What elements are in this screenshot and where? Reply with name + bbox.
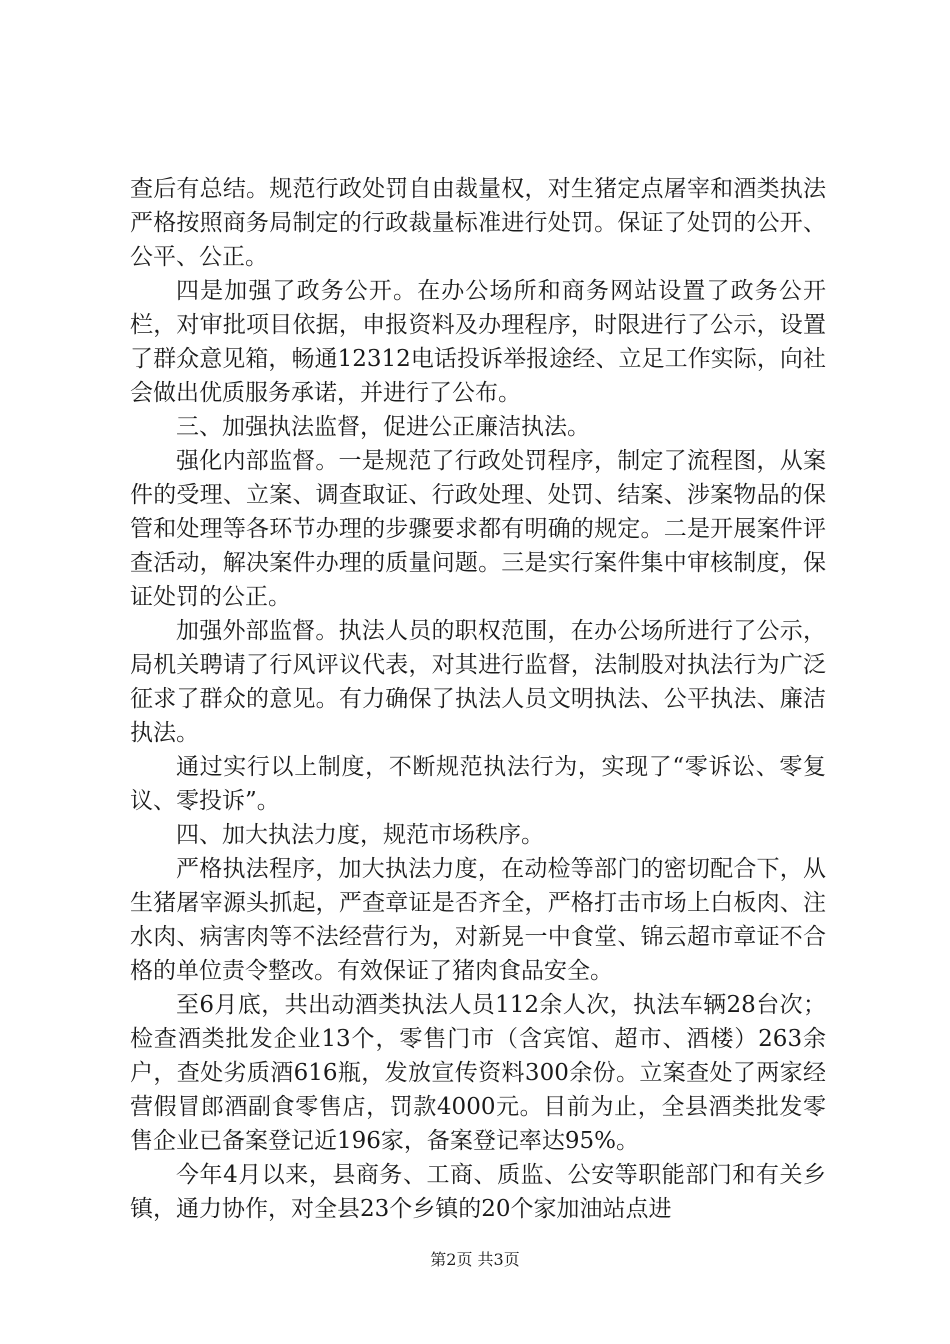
- paragraph-9: 至6月底，共出动酒类执法人员112余人次，执法车辆28台次；检查酒类批发企业13个，零售门市（含宾馆、超市、酒楼）263余户，查处劣质酒616瓶，发放宣传资料300余份。立案查处了两家经营假冒郎酒副食零售店，罚款4000元。目前为止，全县酒类批发零售企业已备案登记近196家，备案登记率达95%。: [130, 992, 826, 1154]
- paragraph-1: 查后有总结。规范行政处罚自由裁量权，对生猪定点屠宰和酒类执法严格按照商务局制定的行政裁量标准进行处罚。保证了处罚的公开、公平、公正。: [130, 176, 826, 270]
- paragraph-4: 强化内部监督。一是规范了行政处罚程序，制定了流程图，从案件的受理、立案、调查取证、行政处理、处罚、结案、涉案物品的保管和处理等各环节办理的步骤要求都有明确的规定。二是开展案件评查活动，解决案件办理的质量问题。三是实行案件集中审核制度，保证处罚的公正。: [130, 448, 826, 610]
- section-heading-4: 四、加大执法力度，规范市场秩序。: [176, 822, 544, 848]
- paragraph-5: 加强外部监督。执法人员的职权范围，在办公场所进行了公示，局机关聘请了行风评议代表，对其进行监督，法制股对执法行为广泛征求了群众的意见。有力确保了执法人员文明执法、公平执法、廉洁执法。: [130, 618, 826, 746]
- document-body: [130, 172, 826, 1226]
- page-footer: 第2页 共3页: [430, 1250, 520, 1269]
- paragraph-8: 严格执法程序，加大执法力度，在动检等部门的密切配合下，从生猪屠宰源头抓起，严查章证是否齐全，严格打击市场上白板肉、注水肉、病害肉等不法经营行为，对新晃一中食堂、锦云超市章证不合格的单位责令整改。有效保证了猪肉食品安全。: [130, 856, 826, 984]
- paragraph-6: 通过实行以上制度，不断规范执法行为，实现了“零诉讼、零复议、零投诉”。: [130, 754, 826, 814]
- section-heading-3: 三、加强执法监督，促进公正廉洁执法。: [176, 414, 590, 440]
- paragraph-2: 四是加强了政务公开。在办公场所和商务网站设置了政务公开栏，对审批项目依据，申报资料及办理程序，时限进行了公示，设置了群众意见箱，畅通12312电话投诉举报途经、立足工作实际，向社会做出优质服务承诺，并进行了公布。: [130, 278, 826, 406]
- paragraph-10: 今年4月以来，县商务、工商、质监、公安等职能部门和有关乡镇，通力协作，对全县23个乡镇的20个家加油站点进: [130, 1162, 826, 1222]
